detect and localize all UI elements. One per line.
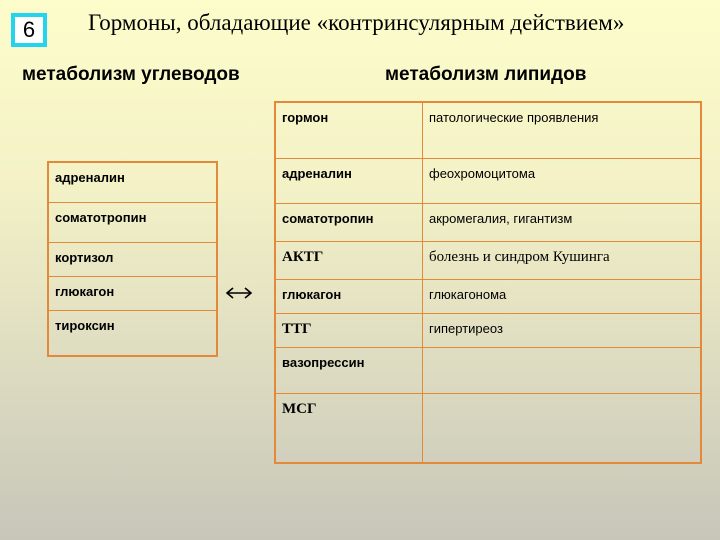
table-row [275, 313, 701, 347]
carbohydrate-table [47, 161, 218, 357]
heading-lipid: метаболизм липидов [385, 64, 587, 85]
carb-cell-3: глюкагон [48, 276, 217, 310]
double-arrow-icon [225, 286, 253, 300]
table-row [275, 347, 701, 393]
lip-manifestation-1: акромегалия, гигантизм [423, 203, 702, 241]
lip-header-hormone: гормон [275, 102, 423, 158]
lip-manifestation-2: болезнь и синдром Кушинга [423, 241, 702, 279]
lip-hormone-0: адреналин [275, 158, 423, 203]
carb-cell-0: адреналин [48, 162, 217, 202]
lip-hormone-4: ТТГ [275, 313, 423, 347]
table-row [275, 279, 701, 313]
table-row [275, 102, 701, 158]
lip-manifestation-5 [423, 347, 702, 393]
table-row [275, 203, 701, 241]
table-row [275, 158, 701, 203]
lip-manifestation-3: глюкагонома [423, 279, 702, 313]
carb-cell-2: кортизол [48, 242, 217, 276]
lip-hormone-1: соматотропин [275, 203, 423, 241]
lipid-table [274, 101, 702, 464]
carb-cell-4: тироксин [48, 310, 217, 356]
lip-hormone-6: МСГ [275, 393, 423, 463]
slide-title: Гормоны, обладающие «контринсулярным действием» [88, 10, 625, 35]
table-row [275, 241, 701, 279]
lip-hormone-2: АКТГ [275, 241, 423, 279]
carb-cell-1: соматотропин [48, 202, 217, 242]
slide-number: 6 [11, 13, 47, 47]
table-row [275, 393, 701, 463]
lip-header-manifestation: патологические проявления [423, 102, 702, 158]
heading-carbohydrate: метаболизм углеводов [22, 64, 240, 85]
lip-manifestation-0: феохромоцитома [423, 158, 702, 203]
lip-manifestation-4: гипертиреоз [423, 313, 702, 347]
lip-manifestation-6 [423, 393, 702, 463]
lip-hormone-3: глюкагон [275, 279, 423, 313]
lip-hormone-5: вазопрессин [275, 347, 423, 393]
